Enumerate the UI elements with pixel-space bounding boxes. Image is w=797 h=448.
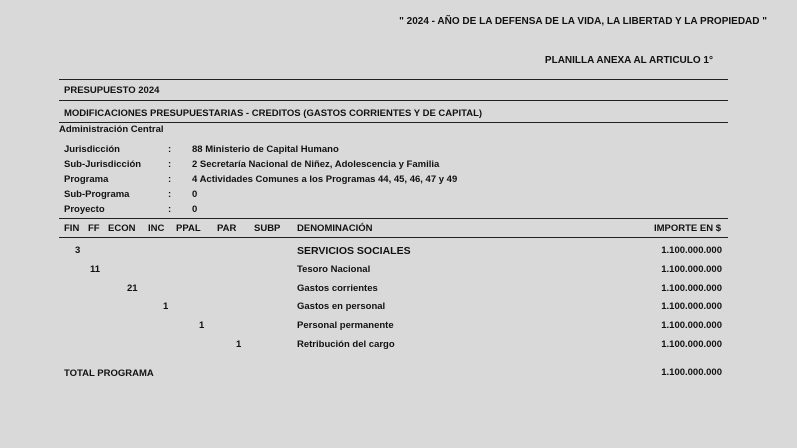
subjurisdiction-label: Sub-Jurisdicción: [64, 159, 142, 170]
row-amount: 1.100.000.000: [661, 339, 722, 350]
subprogram-label: Sub-Programa: [64, 189, 130, 200]
budget-title: PRESUPUESTO 2024: [64, 85, 160, 96]
administration-label: Administración Central: [59, 124, 164, 135]
divider: [59, 237, 728, 238]
program-value: 4 Actividades Comunes a los Programas 44, 45, 46, 47 y 49: [192, 174, 458, 185]
row-amount: 1.100.000.000: [661, 283, 722, 294]
code-fin: 3: [75, 245, 81, 256]
row-denomination: Personal permanente: [297, 320, 394, 331]
jurisdiction-value: 88 Ministerio de Capital Humano: [192, 144, 339, 155]
row-denomination: Gastos corrientes: [297, 283, 378, 294]
divider: [59, 122, 728, 123]
header-inc: INC: [148, 223, 165, 234]
header-ff: FF: [88, 223, 100, 234]
header-par: PAR: [217, 223, 237, 234]
header-ppal: PPAL: [176, 223, 201, 234]
program-label: Programa: [64, 174, 109, 185]
subprogram-value: 0: [192, 189, 198, 200]
code-par: 1: [236, 339, 242, 350]
header-denominacion: DENOMINACIÓN: [297, 223, 373, 234]
row-amount: 1.100.000.000: [661, 264, 722, 275]
row-denomination: Tesoro Nacional: [297, 264, 371, 275]
total-label: TOTAL PROGRAMA: [64, 368, 154, 379]
divider: [59, 218, 728, 219]
subjurisdiction-value: 2 Secretaría Nacional de Niñez, Adolescencia y Familia: [192, 159, 440, 170]
header-econ: ECON: [108, 223, 136, 234]
row-denomination: Gastos en personal: [297, 301, 386, 312]
row-denomination: Retribución del cargo: [297, 339, 395, 350]
motto-text: " 2024 - AÑO DE LA DEFENSA DE LA VIDA, LA LIBERTAD Y LA PROPIEDAD ": [399, 16, 767, 27]
total-amount: 1.100.000.000: [661, 367, 722, 378]
row-amount: 1.100.000.000: [661, 320, 722, 331]
code-ff: 11: [90, 264, 101, 275]
project-label: Proyecto: [64, 204, 105, 215]
divider: [59, 100, 728, 101]
jurisdiction-label: Jurisdicción: [64, 144, 120, 155]
colon: :: [168, 174, 172, 185]
header-importe: IMPORTE EN $: [653, 223, 721, 234]
divider: [59, 79, 728, 80]
colon: :: [168, 159, 172, 170]
code-ppal: 1: [199, 320, 205, 331]
code-inc: 1: [163, 301, 169, 312]
colon: :: [168, 189, 172, 200]
colon: :: [168, 144, 172, 155]
code-econ: 21: [127, 283, 138, 294]
row-amount: 1.100.000.000: [661, 301, 722, 312]
row-denomination: SERVICIOS SOCIALES: [297, 245, 411, 257]
header-fin: FIN: [64, 223, 80, 234]
row-amount: 1.100.000.000: [661, 245, 722, 256]
annex-title: PLANILLA ANEXA AL ARTICULO 1°: [544, 55, 713, 66]
project-value: 0: [192, 204, 198, 215]
colon: :: [168, 204, 172, 215]
header-subp: SUBP: [254, 223, 281, 234]
section-title: MODIFICACIONES PRESUPUESTARIAS - CREDITOS (GASTOS CORRIENTES Y DE CAPITAL): [64, 108, 483, 119]
